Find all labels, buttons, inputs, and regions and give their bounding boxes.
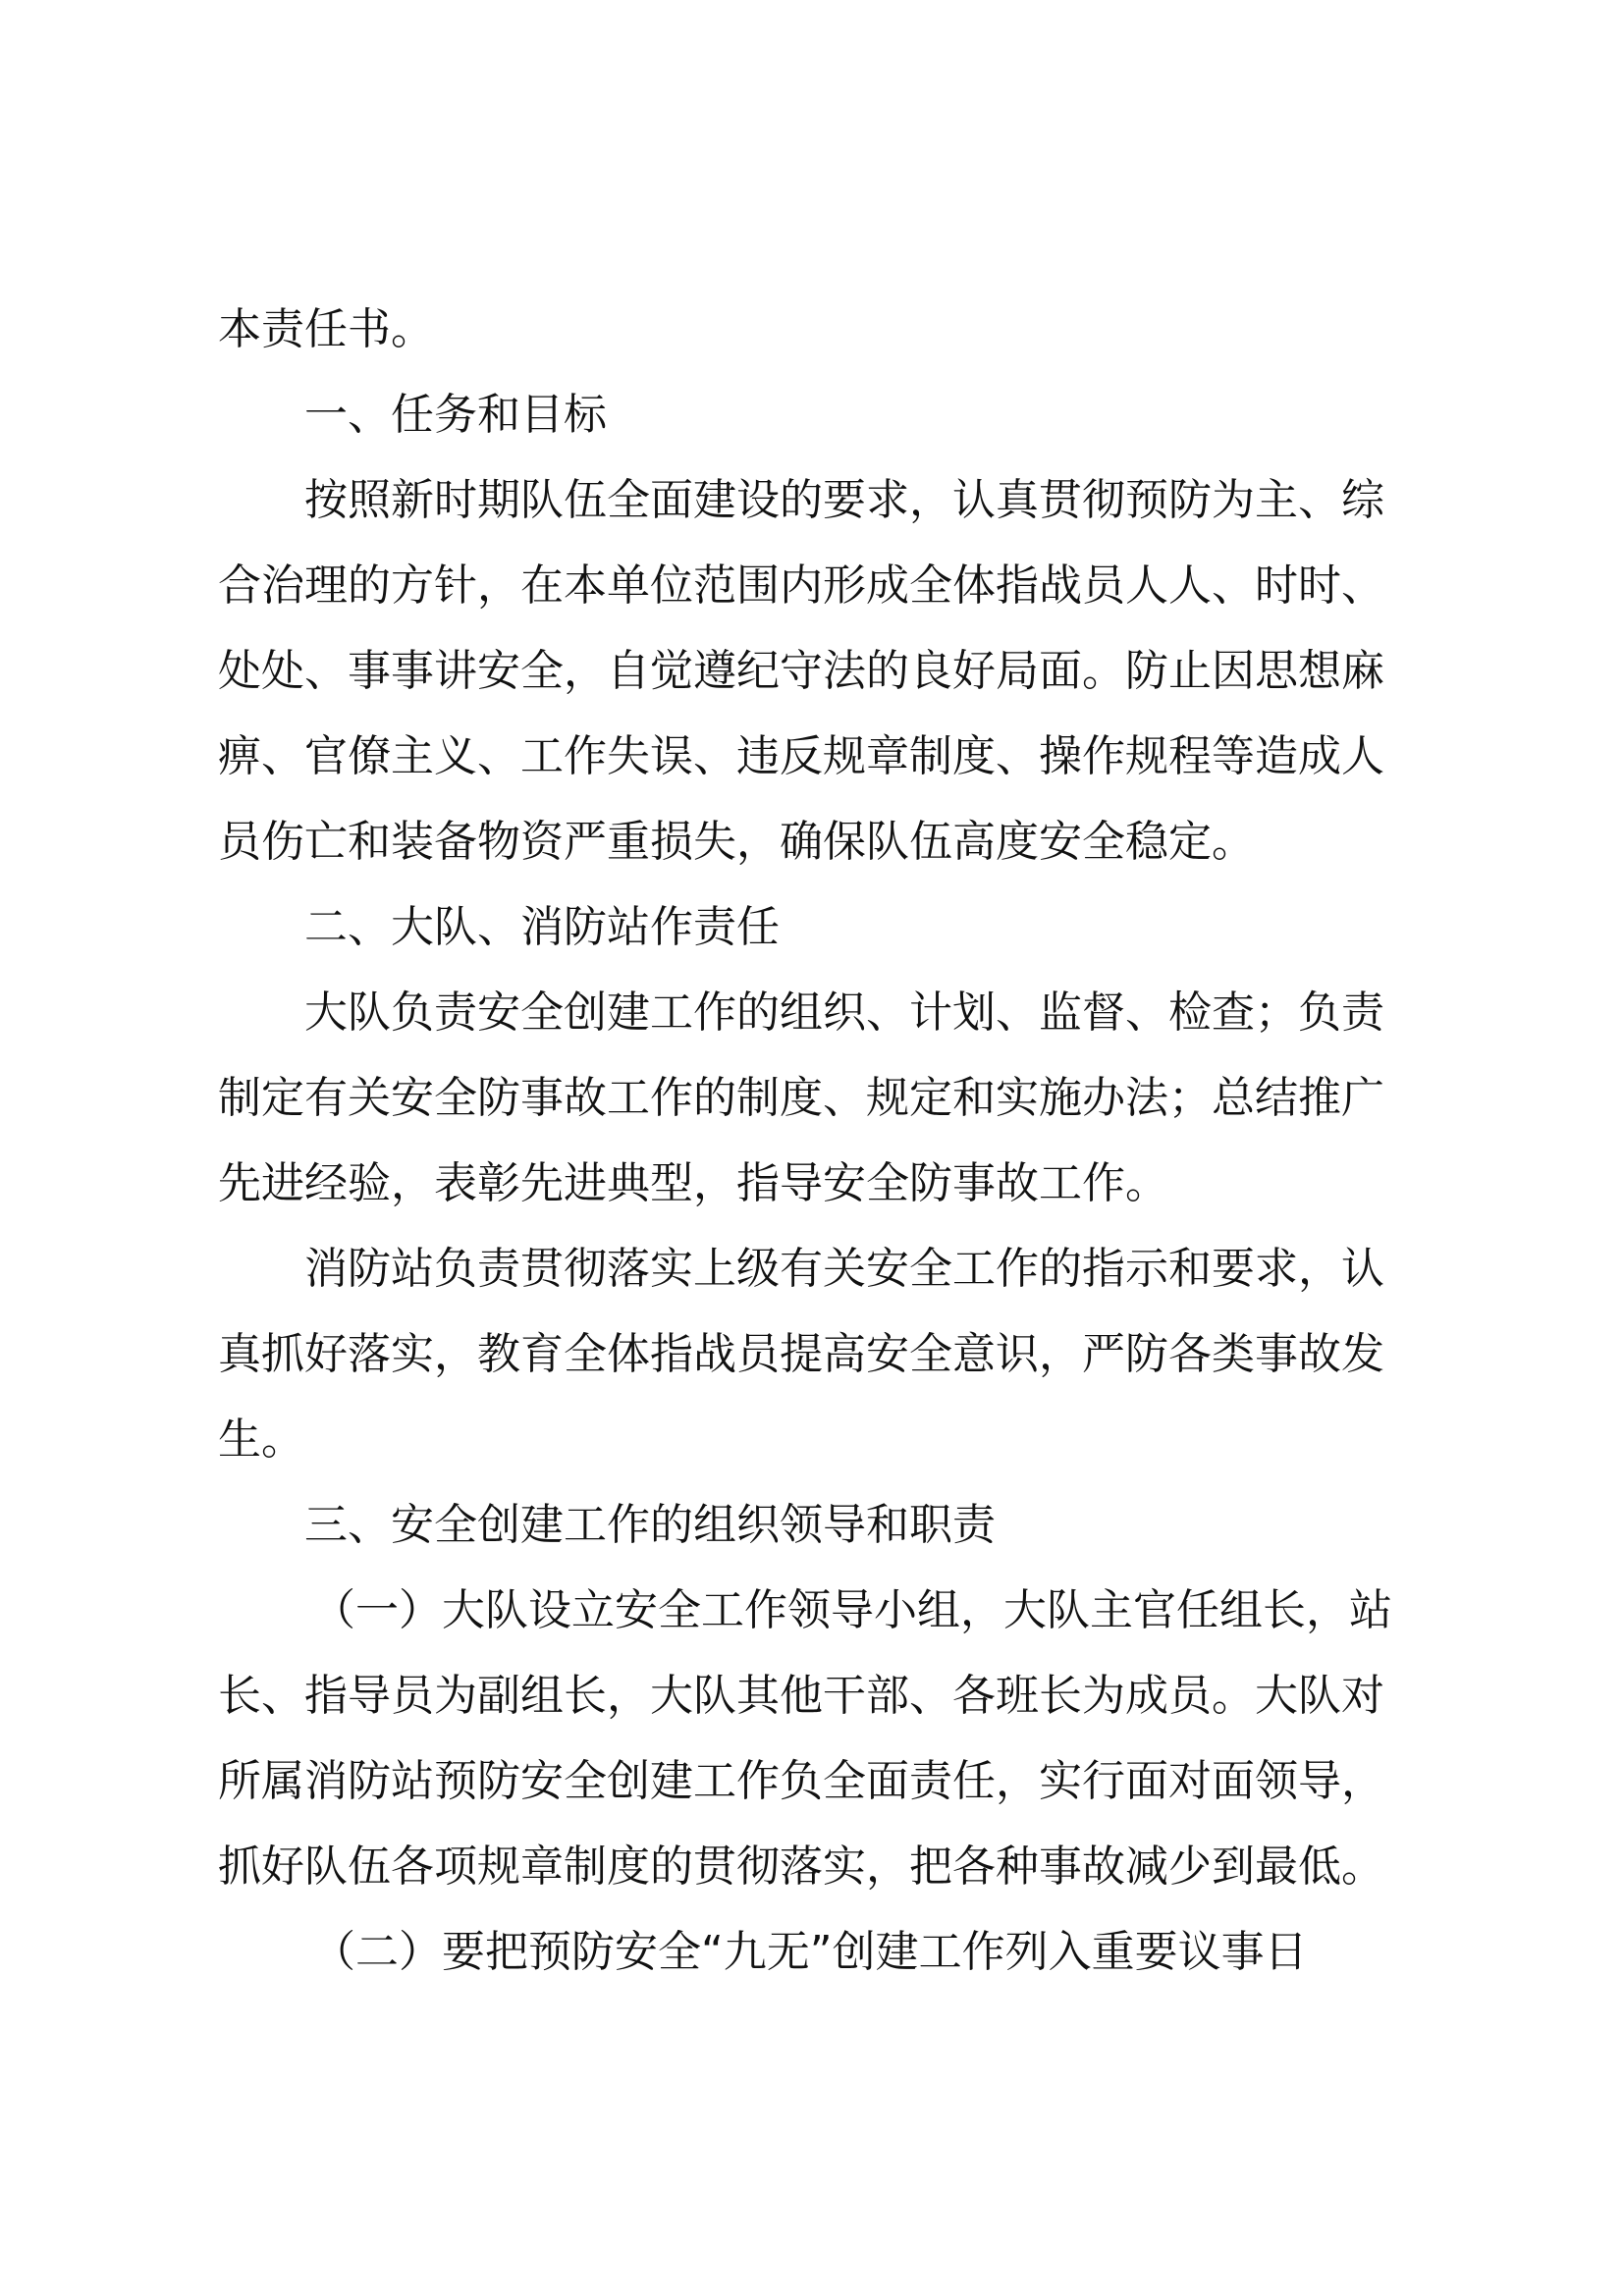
paragraph-line: 员伤亡和装备物资严重损失，确保队伍高度安全稳定。 [218,817,1255,867]
subsection-item-2: （二）要把预防安全“九无”创建工作列入重要议事日 [312,1927,1308,1977]
paragraph-line: 消防站负责贯彻落实上级有关安全工作的指示和要求，认 [304,1244,1384,1294]
paragraph-line: 痹、官僚主义、工作失误、违反规章制度、操作规程等造成人 [218,731,1384,781]
paragraph-line: 处处、事事讲安全，自觉遵纪守法的良好局面。防止因思想麻 [218,646,1384,696]
paragraph-line: 按照新时期队伍全面建设的要求，认真贯彻预防为主、综 [304,475,1384,525]
paragraph-line: 长、指导员为副组长，大队其他干部、各班长为成员。大队对 [218,1671,1384,1721]
section-heading-2: 二、大队、消防站作责任 [304,902,780,952]
paragraph-line: 生。 [218,1415,304,1465]
subsection-item-1: （一）大队设立安全工作领导小组，大队主官任组长，站 [312,1585,1392,1635]
section-heading-1: 一、任务和目标 [304,390,607,440]
paragraph-line: 先进经验，表彰先进典型，指导安全防事故工作。 [218,1158,1168,1208]
paragraph-line: 所属消防站预防安全创建工作负全面责任，实行面对面领导， [218,1756,1384,1806]
paragraph-line: 合治理的方针，在本单位范围内形成全体指战员人人、时时、 [218,561,1384,611]
section-heading-3: 三、安全创建工作的组织领导和职责 [304,1500,996,1550]
text-line-continuation: 本责任书。 [218,304,434,354]
paragraph-line: 抓好队伍各项规章制度的贯彻落实，把各种事故减少到最低。 [218,1842,1384,1892]
paragraph-line: 真抓好落实，教育全体指战员提高安全意识，严防各类事故发 [218,1329,1384,1379]
paragraph-line: 大队负责安全创建工作的组织、计划、监督、检查；负责 [304,988,1384,1038]
document-body [218,287,1406,1995]
paragraph-line: 制定有关安全防事故工作的制度、规定和实施办法；总结推广 [218,1073,1384,1123]
